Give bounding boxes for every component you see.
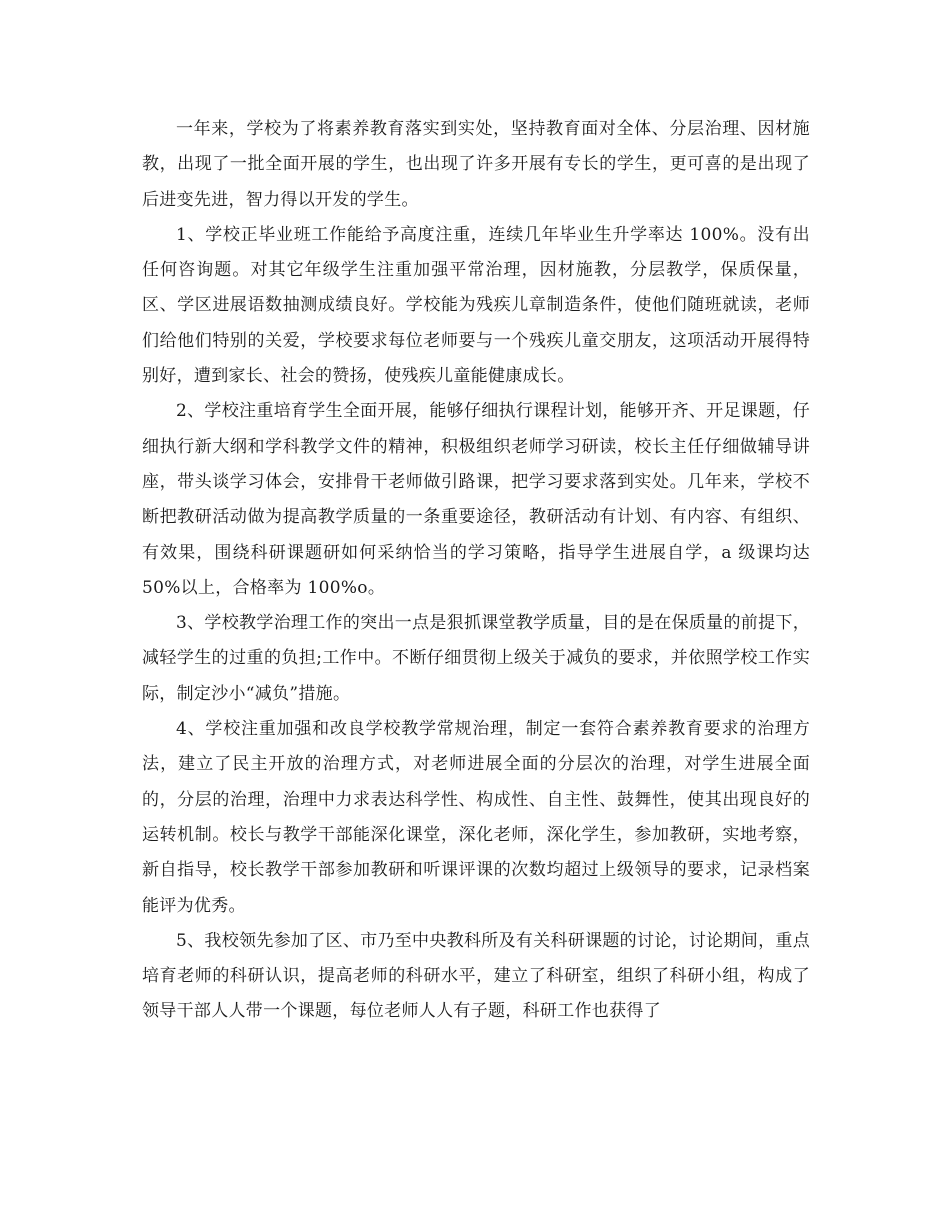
paragraph-item-5: 5、我校领先参加了区、市乃至中央教科所及有关科研课题的讨论，讨论期间，重点培育老师的科研认识，提高老师的科研水平，建立了科研室，组织了科研小组，构成了领导干部人人带一个课题，每位老师人人有子题，科研工作也获得了: [142, 930, 810, 1022]
paragraph-item-3: 3、学校教学治理工作的突出一点是狠抓课堂教学质量，目的是在保质量的前提下，减轻学生的过重的负担;工作中。不断仔细贯彻上级关于减负的要求，并依照学校工作实际，制定沙小“减负”措施。: [142, 613, 810, 704]
paragraph-item-4: 4、学校注重加强和改良学校教学常规治理，制定一套符合素养教育要求的治理方法，建立了民主开放的治理方式，对老师进展全面的分层次的治理，对学生进展全面的，分层的治理，治理中力求表达科学性、构成性、自主性、鼓舞性，使其出现良好的运转机制。校长与教学干部能深化课堂，深化老师，深化学生，参加教研，实地考察，新自指导，校长教学干部参加教研和听课评课的次数均超过上级领导的要求，记录档案能评为优秀。: [142, 719, 810, 916]
paragraph-item-2: 2、学校注重培育学生全面开展，能够仔细执行课程计划，能够开齐、开足课题，仔细执行新大纲和学科教学文件的精神，积极组织老师学习研读，校长主任仔细做辅导讲座，带头谈学习体会，安排骨干老师做引路课，把学习要求落到实处。几年来，学校不断把教研活动做为提高教学质量的一条重要途径，教研活动有计划、有内容、有组织、有效果，围绕科研课题研如何采纳恰当的学习策略，指导学生进展自学，a 级课均达 50%以上，合格率为 100%o。: [142, 401, 810, 598]
paragraph-item-1: 1、学校正毕业班工作能给予高度注重，连续几年毕业生升学率达 100%。没有出任何咨询题。对其它年级学生注重加强平常治理，因材施教，分层教学，保质保量，区、学区进展语数抽测成绩良好。学校能为残疾儿章制造条件，使他们随班就读，老师们给他们特别的关爱，学校要求每位老师要与一个残疾儿童交朋友，这项活动开展得特别好，遭到家长、社会的赞扬，使残疾儿童能健康成长。: [142, 224, 810, 387]
document-body: [142, 112, 810, 1030]
paragraph-intro: 一年来，学校为了将素养教育落实到实处，坚持教育面对全体、分层治理、因材施教，出现了一批全面开展的学生，也出现了许多开展有专长的学生，更可喜的是出现了后进变先进，智力得以开发的学生。: [142, 119, 810, 210]
